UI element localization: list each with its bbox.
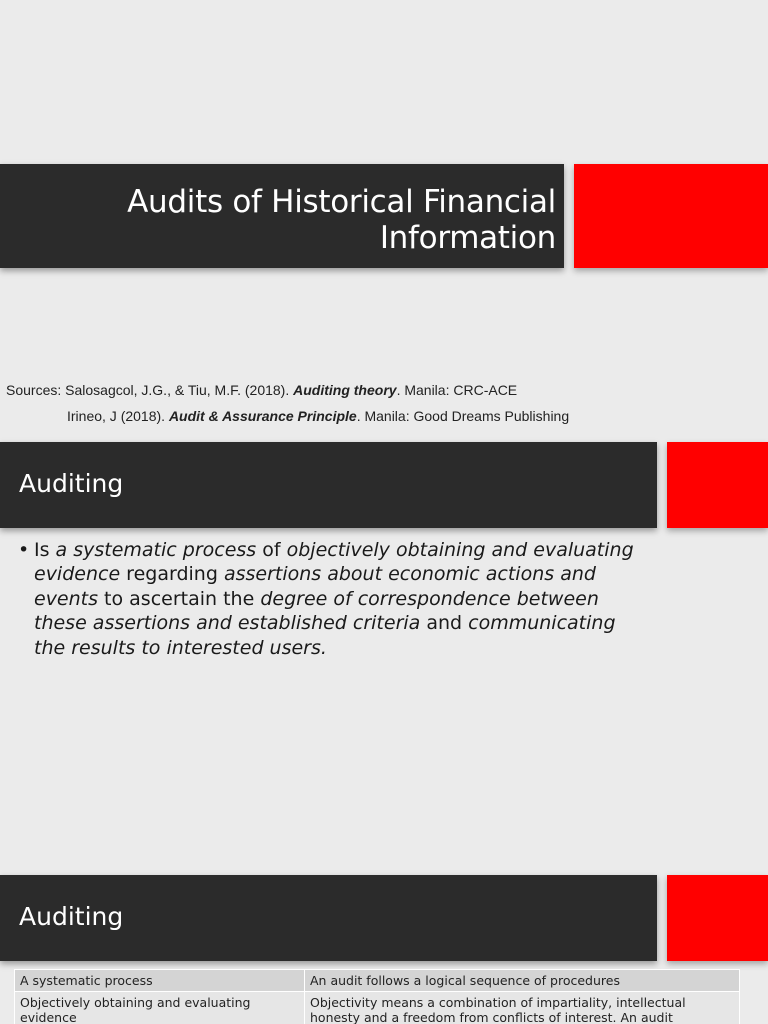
sources-citation — [6, 382, 766, 434]
title-line-2: Information — [379, 220, 556, 256]
title-banner — [0, 164, 564, 268]
table-cell-term: Objectively obtaining and evaluating evidence — [15, 992, 305, 1024]
source-line-1 — [6, 382, 766, 408]
auditing-header-banner — [0, 442, 657, 528]
table-cell-term: A systematic process — [15, 970, 305, 992]
section-heading: Auditing — [19, 469, 124, 498]
definition-table — [14, 969, 740, 1024]
page-title — [16, 184, 556, 256]
bullet-emphasis-3: assertions about economic actions and events — [34, 563, 596, 610]
source-2-title: Audit & Assurance Principle — [168, 408, 357, 424]
section-heading: Auditing — [19, 902, 124, 931]
source-2-suffix: . Manila: Good Dreams Publishing — [356, 408, 570, 424]
auditing-table-header-banner — [0, 875, 657, 961]
bullet-text-1: Is — [34, 539, 56, 561]
auditing-accent-block — [667, 442, 768, 528]
title-line-1: Audits of Historical Financial — [127, 184, 556, 220]
bullet-text-4: to ascertain the — [98, 587, 261, 610]
auditing-table-accent-block — [667, 875, 768, 961]
table-cell-definition: Objectivity means a combination of impartiality, intellectual honesty and a freedom from conflicts of interest. An audit — [305, 992, 740, 1024]
bullet-emphasis-4: degree of correspondence between these assertions and established criteria — [34, 587, 599, 635]
bullet-dot: • — [18, 539, 30, 561]
title-accent-block — [574, 164, 768, 268]
bullet-emphasis-1: a systematic process — [55, 539, 257, 561]
bullet-text-2: of — [256, 539, 287, 561]
source-2-prefix: Irineo, J (2018). — [67, 408, 169, 424]
bullet-text-3: regarding — [120, 563, 224, 586]
source-1-prefix: Sources: Salosagcol, J.G., & Tiu, M.F. (2018). — [6, 382, 294, 398]
bullet-emphasis-5: communicating the results to interested users. — [34, 612, 616, 659]
source-1-suffix: . Manila: CRC-ACE — [396, 382, 518, 398]
table-cell-definition: An audit follows a logical sequence of procedures — [305, 970, 740, 992]
table-row — [15, 992, 740, 1024]
table-row — [15, 970, 740, 992]
bullet-emphasis-2: objectively obtaining and evaluating evidence — [34, 539, 634, 586]
source-line-2 — [6, 408, 766, 434]
definition-bullet — [18, 538, 638, 660]
bullet-text-5: and — [420, 612, 469, 635]
source-1-title: Auditing theory — [293, 382, 397, 398]
